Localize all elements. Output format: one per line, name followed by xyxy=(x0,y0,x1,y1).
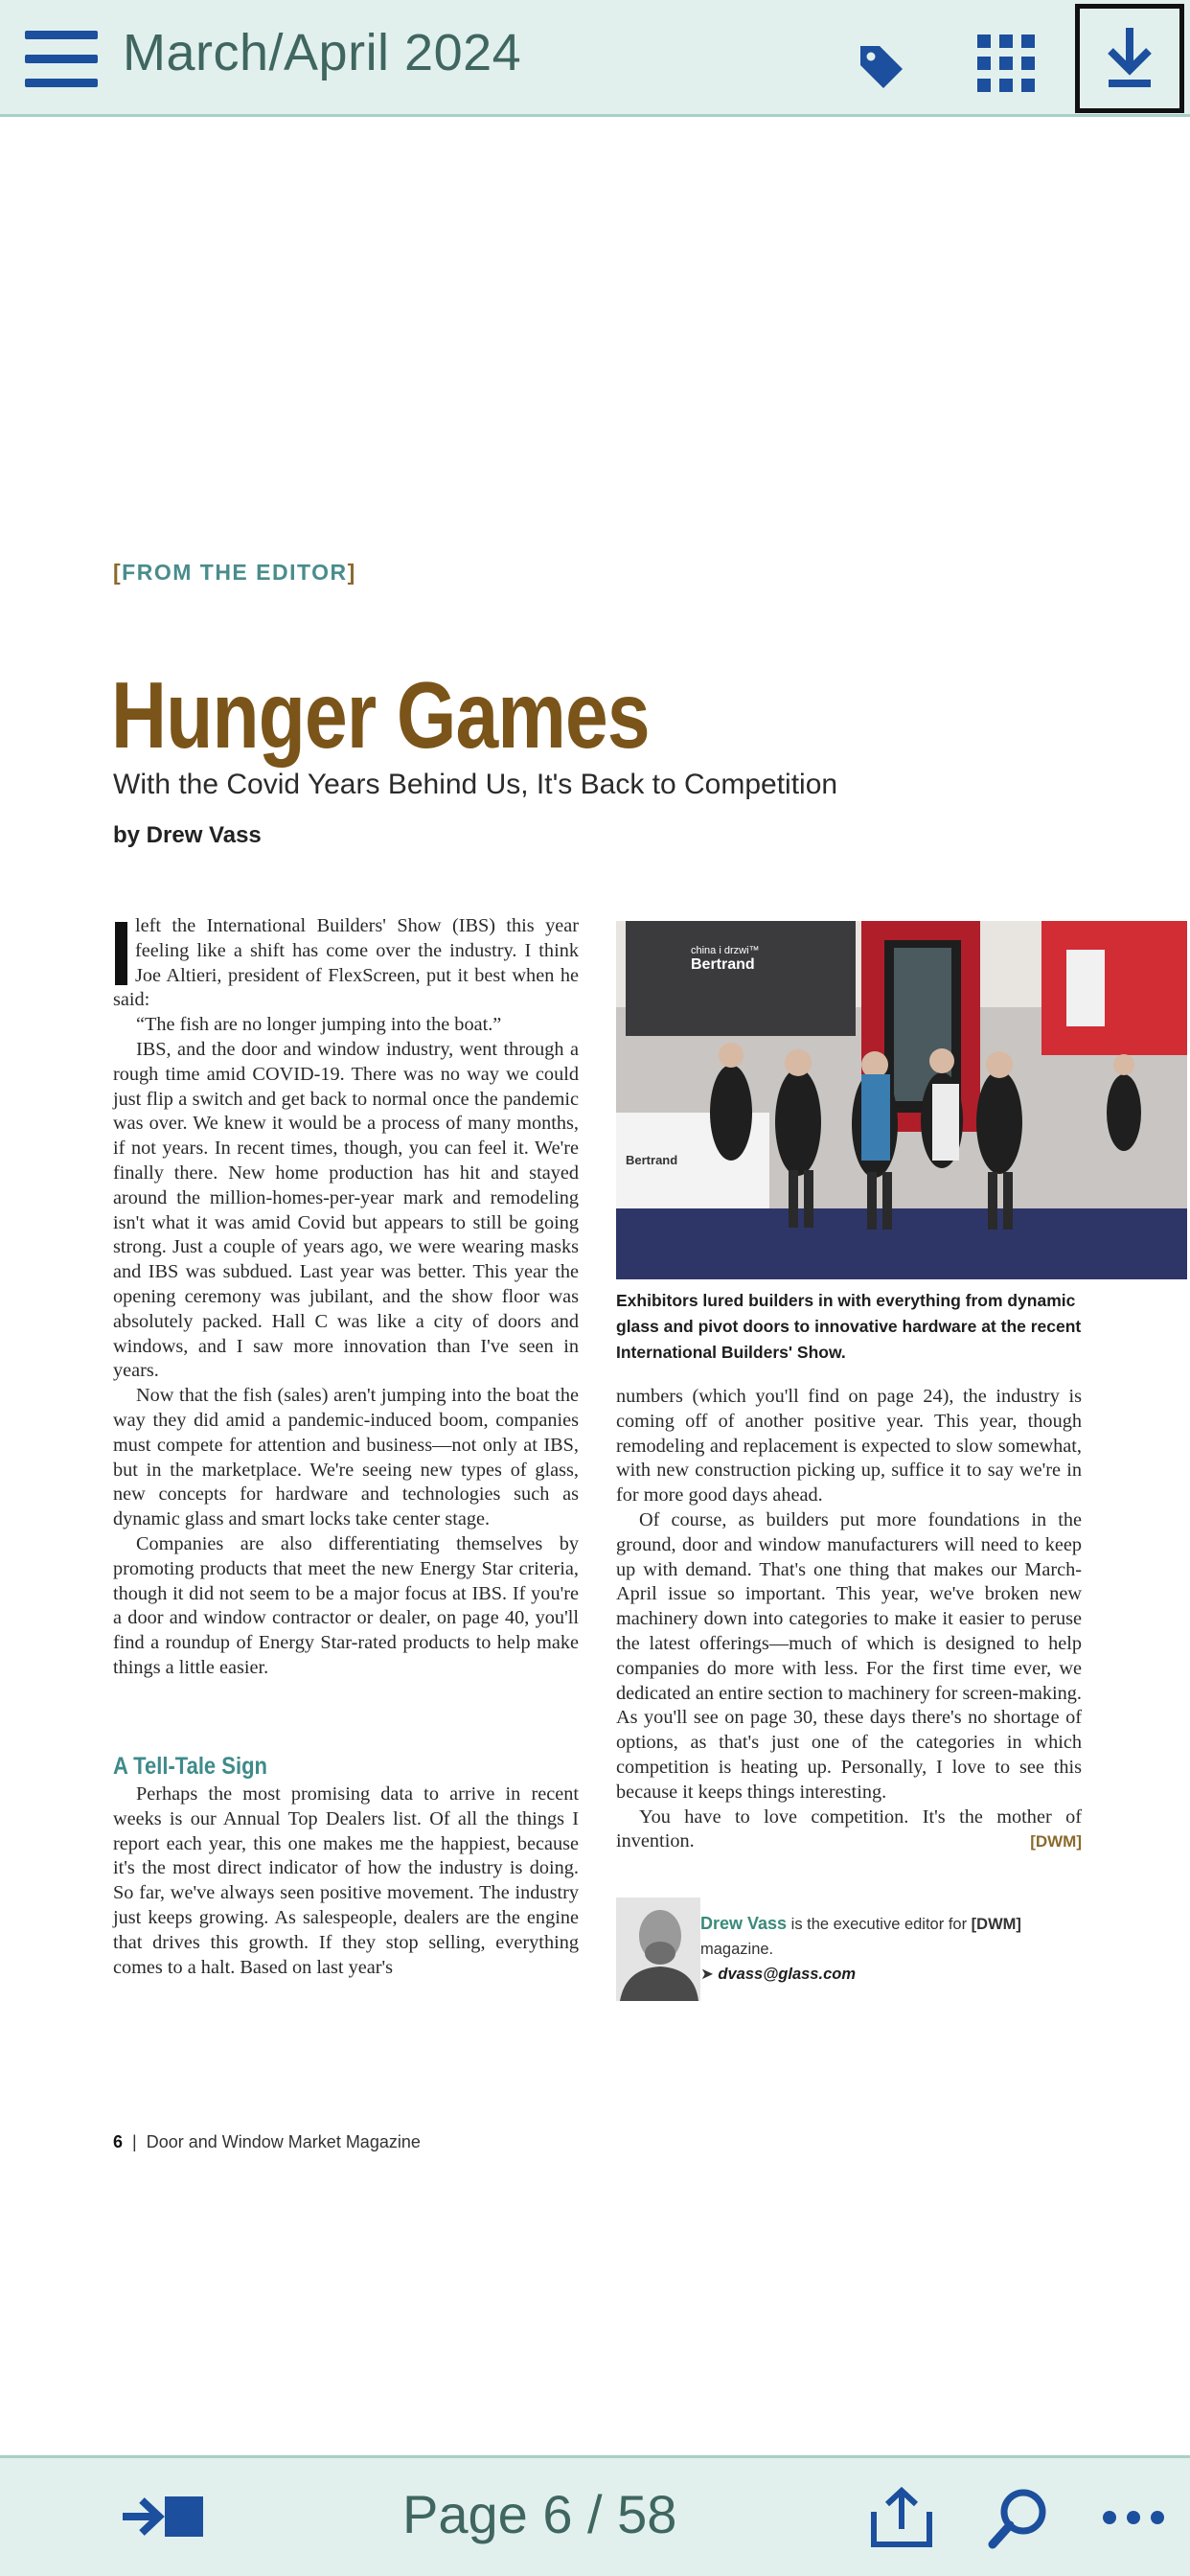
share-icon[interactable] xyxy=(870,2487,933,2548)
paragraph: numbers (which you'll find on page 24), the industry is coming off of another positive year. This year, though remodeling and replacement is expected to slow somewhat, with new construction picking up, suffice it to say we're in for more good days ahead. xyxy=(616,1386,1082,1506)
column-1 xyxy=(113,914,579,1681)
column-1-continued xyxy=(113,1782,579,1980)
article-byline: by Drew Vass xyxy=(113,822,262,848)
paragraph: Of course, as builders put more foundations in the ground, door and window manufacturers will need to keep up with demand. That's one thing that makes our March-April issue so important. This year, we've broken new machinery down into categories to make it easier to peruse the latest offerings—much of which is designed to help companies do more with less. For the first time ever, we dedicated an entire section to machinery for screen-making. As you'll see on page 30, these days there's no shortage of options, as that's just one of the categories in which competition is heating up. Personally, I love to see this because it keeps things interesting. xyxy=(616,1508,1082,1803)
next-page-icon[interactable] xyxy=(123,2493,205,2541)
paragraph: Companies are also differentiating themselves by promoting products that meet the new Energy Star criteria, though it did not seem to be a major focus at IBS. If you're a door and window contractor or dealer, on page 40, you'll find a roundup of Energy Star-rated products to help make things a little easier. xyxy=(113,1532,579,1678)
page-footer: 6 | Door and Window Market Magazine xyxy=(113,2132,421,2151)
issue-title[interactable]: March/April 2024 xyxy=(123,24,522,81)
drop-cap xyxy=(115,922,127,985)
menu-icon[interactable] xyxy=(25,31,98,88)
booth-sign-top: Bertrand xyxy=(691,956,755,973)
booth-tagline: china i drzwi™ xyxy=(691,945,760,956)
paragraph: Perhaps the most promising data to arrive in recent weeks is our Annual Top Dealers list. Of all the things I report each year, this one makes me the happiest, because it's the most direct indicator of how the industry is doing. So far, we've always seen positive movement. The industry just keeps growing. As salespeople, dealers are the engine that drives this growth. If they stop selling, everything comes to a halt. Based on last year's xyxy=(113,1783,579,1978)
author-bio: Drew Vass is the executive editor for [DWM] magazine. ➤ dvass@glass.com xyxy=(700,1914,1021,1983)
grid-icon[interactable] xyxy=(977,34,1035,92)
author-headshot xyxy=(616,1898,700,2001)
magazine-page[interactable] xyxy=(0,117,1190,2455)
article-photo xyxy=(616,921,1187,1279)
signoff: [DWM] xyxy=(1030,1832,1082,1852)
download-icon xyxy=(1101,28,1158,89)
paragraph: left the International Builders' Show (IBS) this year feeling like a shift has come over the industry. I think Joe Altieri, president of FlexScreen, put it best when he said: xyxy=(113,915,579,1011)
section-kicker: [FROM THE EDITOR] xyxy=(113,560,356,585)
booth-sign-counter: Bertrand xyxy=(626,1153,678,1167)
article-subhead: With the Covid Years Behind Us, It's Back to Competition xyxy=(113,769,838,800)
photo-caption: Exhibitors lured builders in with everything from dynamic glass and pivot doors to innovative hardware at the recent International Builders' Show. xyxy=(616,1291,1082,1362)
paragraph: You have to love competition. It's the mother of invention. [DWM] xyxy=(616,1806,1082,1855)
article-headline: Hunger Games xyxy=(111,662,650,768)
more-icon[interactable] xyxy=(1102,2508,1165,2527)
column-2 xyxy=(616,1385,1082,1854)
paragraph: Now that the fish (sales) aren't jumping into the boat the way they did amid a pandemic-induced boom, companies must compete for attention and business—not only at IBS, but in the marketplace. We're seeing new types of glass, new concepts for hardware and technologies such as dynamic glass and smart locks take center stage. xyxy=(113,1385,579,1530)
tag-icon[interactable] xyxy=(857,42,906,92)
section-heading: A Tell-Tale Sign xyxy=(113,1753,267,1780)
arrow-icon: ➤ xyxy=(700,1966,714,1983)
page-indicator[interactable]: Page 6 / 58 xyxy=(402,2484,677,2544)
search-icon[interactable] xyxy=(987,2487,1050,2550)
top-toolbar xyxy=(0,0,1190,117)
paragraph: “The fish are no longer jumping into the boat.” xyxy=(136,1014,502,1036)
author-name: Drew Vass xyxy=(700,1914,788,1933)
paragraph: IBS, and the door and window industry, went through a rough time amid COVID-19. There was no way we could just flip a switch and get back to normal once the pandemic was over. We knew it would be a process of many months, if not years. In recent times, though, you can feel it. We're finally there. New home production has hit and stayed around the million-homes-per-year mark and remodeling isn't what it was amid Covid but appears to still be going strong. Just a couple of years ago, we were wearing masks and IBS was subdued. Last year was better. This year the opening ceremony was jubilant, and the show floor was absolutely packed. Hall C was like a city of doors and windows, and I saw more innovation than I've seen in years. xyxy=(113,1038,579,1382)
bottom-toolbar xyxy=(0,2455,1190,2576)
download-button[interactable] xyxy=(1075,4,1184,113)
author-email[interactable]: dvass@glass.com xyxy=(718,1966,856,1983)
